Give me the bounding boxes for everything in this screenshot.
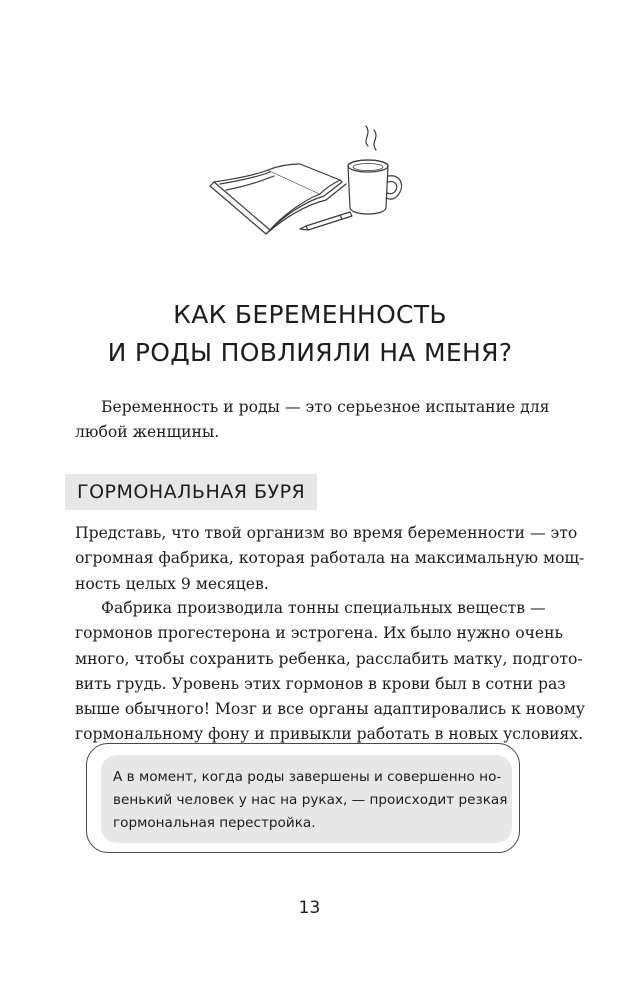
callout-line: гормональная перестройка. [113,815,316,831]
section-heading: ГОРМОНАЛЬНАЯ БУРЯ [65,474,317,510]
paragraph-line: огромная фабрика, которая работала на максимальную мощ- [75,549,585,568]
paragraph-line: Фабрика производила тонны специальных веществ — [101,599,546,617]
intro-paragraph [75,395,550,446]
chapter-title-line-1: КАК БЕРЕМЕННОСТЬ [173,300,447,329]
paragraph-line: Представь, что твой организм во время беременности — это [75,524,578,542]
chapter-title [60,296,560,372]
paragraph-line: много, чтобы сохранить ребенка, расслабить матку, подгото- [75,649,583,668]
coffee-mug-icon [348,160,402,214]
body-paragraph-1 [75,521,585,597]
paragraph-line: гормонов прогестерона и эстрогена. Их было нужно очень [75,624,564,643]
paragraph-line: гормональному фону и привыкли работать в новых условиях. [75,725,584,744]
notebook-coffee-illustration [200,120,420,250]
pen-icon [300,212,352,230]
paragraph-line: вить грудь. Уровень этих гормонов в крови был в сотни раз [75,674,566,693]
callout-line: венький человек у нас на руках, — происходит резкая [113,792,508,808]
body-paragraph-2 [75,596,586,748]
intro-line: Беременность и роды — это серьезное испытание для [101,398,550,416]
page-number: 13 [298,898,321,918]
callout-text [113,766,508,835]
paragraph-line: ность целых 9 месяцев. [75,574,269,593]
chapter-title-line-2: И РОДЫ ПОВЛИЯЛИ НА МЕНЯ? [107,338,513,367]
callout-line: А в момент, когда роды завершены и совершенно но- [113,769,502,785]
intro-line: любой женщины. [75,423,220,442]
steam-icon [366,126,376,150]
paragraph-line: выше обычного! Мозг и все органы адаптировались к новому [75,700,586,719]
